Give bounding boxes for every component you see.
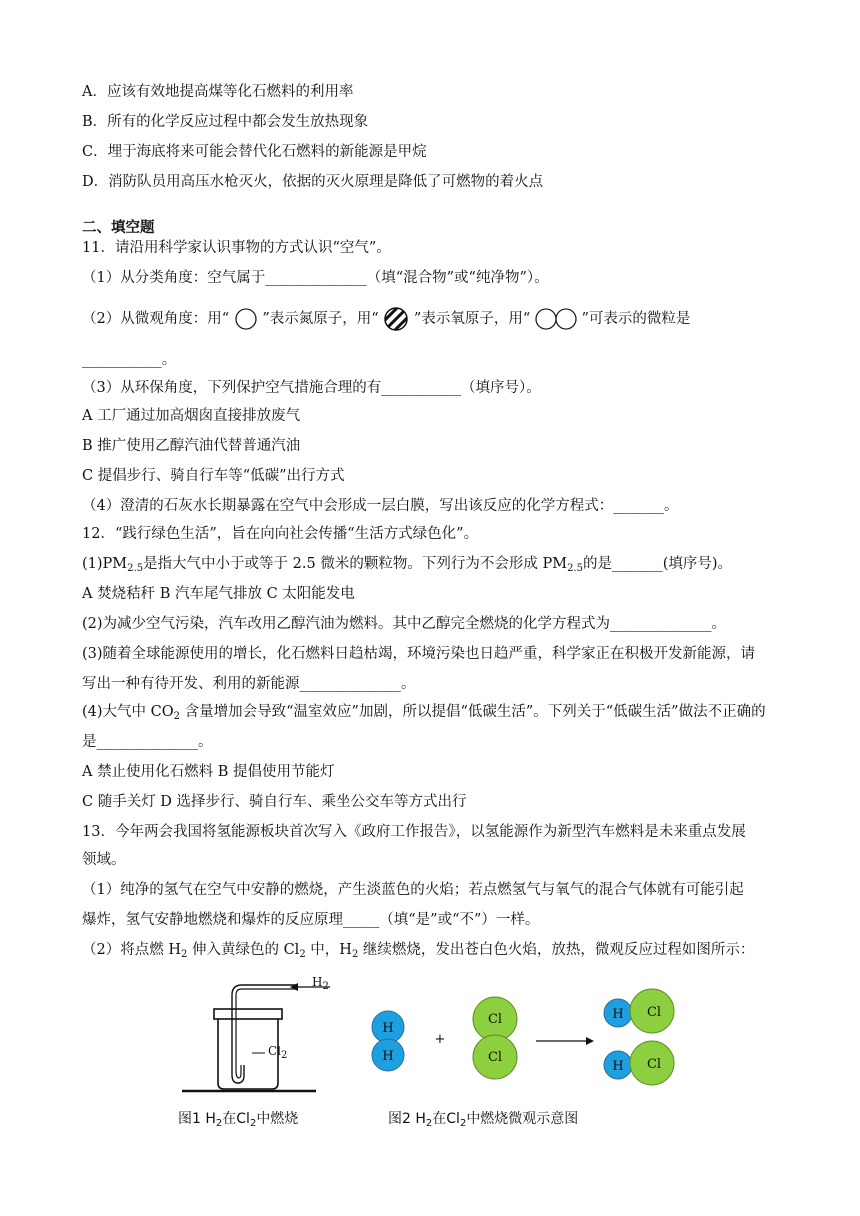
hcl1-cl-label: Cl (646, 1005, 662, 1020)
q13-stem-line2: 领域。 (82, 852, 126, 868)
nitrogen-molecule-icon (535, 307, 577, 331)
jar-stopper (214, 1009, 282, 1019)
nitrogen-atom-icon (234, 307, 258, 331)
q13-part2-sub3: 2 (351, 949, 359, 960)
cl-label-1: Cl (487, 1012, 503, 1027)
section-title: 二、填空题 (82, 220, 155, 236)
q12-part4 (82, 702, 766, 722)
q12-part1-sub2: 2.5 (567, 563, 583, 574)
q12-part4-options2: C 随手关灯 D 选择步行、骑自行车、乘坐公交车等方式出行 (82, 794, 467, 810)
fig1-caption-sub1: 2 (215, 1118, 223, 1129)
fig2-caption-sub1: 2 (425, 1118, 433, 1129)
q12-part4-b: 含量增加会导致“温室效应”加剧，所以提倡“低碳生活”。下列关于“低碳生活”做法不正确的 (180, 704, 766, 720)
q12-part4-a: (4)大气中 CO (82, 704, 174, 720)
q12-part1-a: (1)PM (82, 556, 128, 572)
q11-part2 (82, 306, 690, 332)
q11-part2-text-d: ”可表示的微粒是 (581, 311, 691, 327)
q11-part1: （1）从分类角度：空气属于______________（填“混合物”或“纯净物”）。 (82, 270, 549, 286)
q11-part4: （4）澄清的石灰水长期暴露在空气中会形成一层白膜，写出该反应的化学方程式：_______。 (82, 498, 679, 514)
q11-option-c: C 提倡步行、骑自行车等“低碳”出行方式 (82, 468, 345, 484)
q11-option-b: B 推广使用乙醇汽油代替普通汽油 (82, 438, 301, 454)
fig1-caption-c: 中燃烧 (256, 1111, 299, 1127)
q12-part1-sub: 2.5 (127, 563, 144, 574)
option-b: B．所有的化学反应过程中都会发生放热现象 (82, 114, 369, 130)
q12-part4-sub: 2 (173, 711, 181, 722)
figure1-caption (178, 1108, 298, 1128)
hcl2-h-label: H (612, 1059, 624, 1074)
oxygen-atom-icon (383, 306, 409, 332)
figure2-caption (388, 1108, 578, 1128)
q12-part2: (2)为减少空气污染，汽车改用乙醇汽油为燃料。其中乙醇完全燃烧的化学方程式为______________。 (82, 616, 727, 632)
q11-part2-blank: ___________。 (82, 352, 177, 368)
h-label-1: H (382, 1021, 394, 1036)
q11-option-a: A 工厂通过加高烟囱直接排放废气 (82, 408, 301, 424)
q12-part4-line2: 是______________。 (82, 734, 213, 750)
q11-part3: （3）从环保角度，下列保护空气措施合理的有___________（填序号）。 (82, 380, 541, 396)
cl2-label-text: Cl (268, 1044, 282, 1058)
cl-label-2: Cl (487, 1050, 503, 1065)
q11-part2-text-b: ”表示氮原子，用“ (262, 311, 379, 327)
q11-part2-text-a: （2）从微观角度：用“ (82, 311, 230, 327)
q12-part4-options1: A 禁止使用化石燃料 B 提倡使用节能灯 (82, 764, 335, 780)
q13-part1-line1: （1）纯净的氢气在空气中安静的燃烧，产生淡蓝色的火焰；若点燃氢气与氧气的混合气体就有可能引起 (82, 882, 744, 898)
q12-part1-c: 的是_______(填序号)。 (582, 556, 733, 572)
q13-stem-line1: 13．今年两会我国将氢能源板块首次写入《政府工作报告》，以氢能源作为新型汽车燃料是未来重点发展 (82, 824, 746, 840)
q13-part2-d: 继续燃烧，发出苍白色火焰，放热，微观反应过程如图所示： (358, 942, 755, 958)
hcl1-h-label: H (612, 1007, 624, 1022)
figure1-h2-label (312, 975, 329, 992)
q13-part2-b: 伸入黄绿色的 Cl (187, 942, 300, 958)
plus-sign: + (434, 1032, 446, 1047)
fig1-caption-sub2: 2 (249, 1118, 257, 1129)
q13-part1-line2: 爆炸，氢气安静地燃烧和爆炸的反应原理_____（填“是”或“不”）一样。 (82, 912, 540, 928)
q13-part2-sub2: 2 (299, 949, 306, 960)
option-c: C．埋于海底将来可能会替代化石燃料的新能源是甲烷 (82, 144, 427, 160)
q13-part2 (82, 940, 754, 960)
figure1-cl2-label (268, 1044, 288, 1061)
cl2-label-sub: 2 (281, 1050, 288, 1061)
hcl2-cl-label: Cl (646, 1057, 662, 1072)
q12-part3-line2: 写出一种有待开发、利用的新能源______________。 (82, 676, 416, 692)
fig1-caption-b: 在Cl (222, 1111, 250, 1127)
q12-stem: 12．“践行绿色生活”，旨在向向社会传播“生活方式绿色化”。 (82, 526, 479, 542)
option-d: D．消防队员用高压水枪灭火，依据的灭火原理是降低了可燃物的着火点 (82, 174, 544, 190)
q11-stem: 11．请沿用科学家认识事物的方式认识“空气”。 (82, 240, 391, 256)
h2-label-sub: 2 (322, 981, 329, 992)
fig2-caption-c: 中燃烧微观示意图 (466, 1111, 579, 1127)
q13-part2-sub1: 2 (180, 949, 188, 960)
q12-part3-line1: (3)随着全球能源使用的增长，化石燃料日趋枯竭，环境污染也日趋严重，科学家正在积极开发新能源，请 (82, 646, 756, 662)
q13-part2-a: （2）将点燃 H (82, 942, 181, 958)
q13-part2-c: 中，H (305, 942, 352, 958)
q12-part1-options: A 焚烧秸秆 B 汽车尾气排放 C 太阳能发电 (82, 586, 355, 602)
q12-part1-b: 是指大气中小于或等于 2.5 微米的颗粒物。下列行为不会形成 PM (143, 556, 568, 572)
fig2-caption-a: 图2 H (388, 1111, 426, 1127)
q11-part2-text-c: ”表示氧原子，用“ (413, 311, 531, 327)
h2-label-text: H (312, 975, 323, 989)
fig2-caption-sub2: 2 (459, 1118, 467, 1129)
fig2-caption-b: 在Cl (432, 1111, 460, 1127)
fig1-caption-a: 图1 H (178, 1111, 216, 1127)
figure2-micro-diagram (360, 985, 700, 1100)
h-label-2: H (382, 1049, 394, 1064)
option-a: A．应该有效地提高煤等化石燃料的利用率 (82, 84, 354, 100)
q12-part1 (82, 554, 732, 574)
